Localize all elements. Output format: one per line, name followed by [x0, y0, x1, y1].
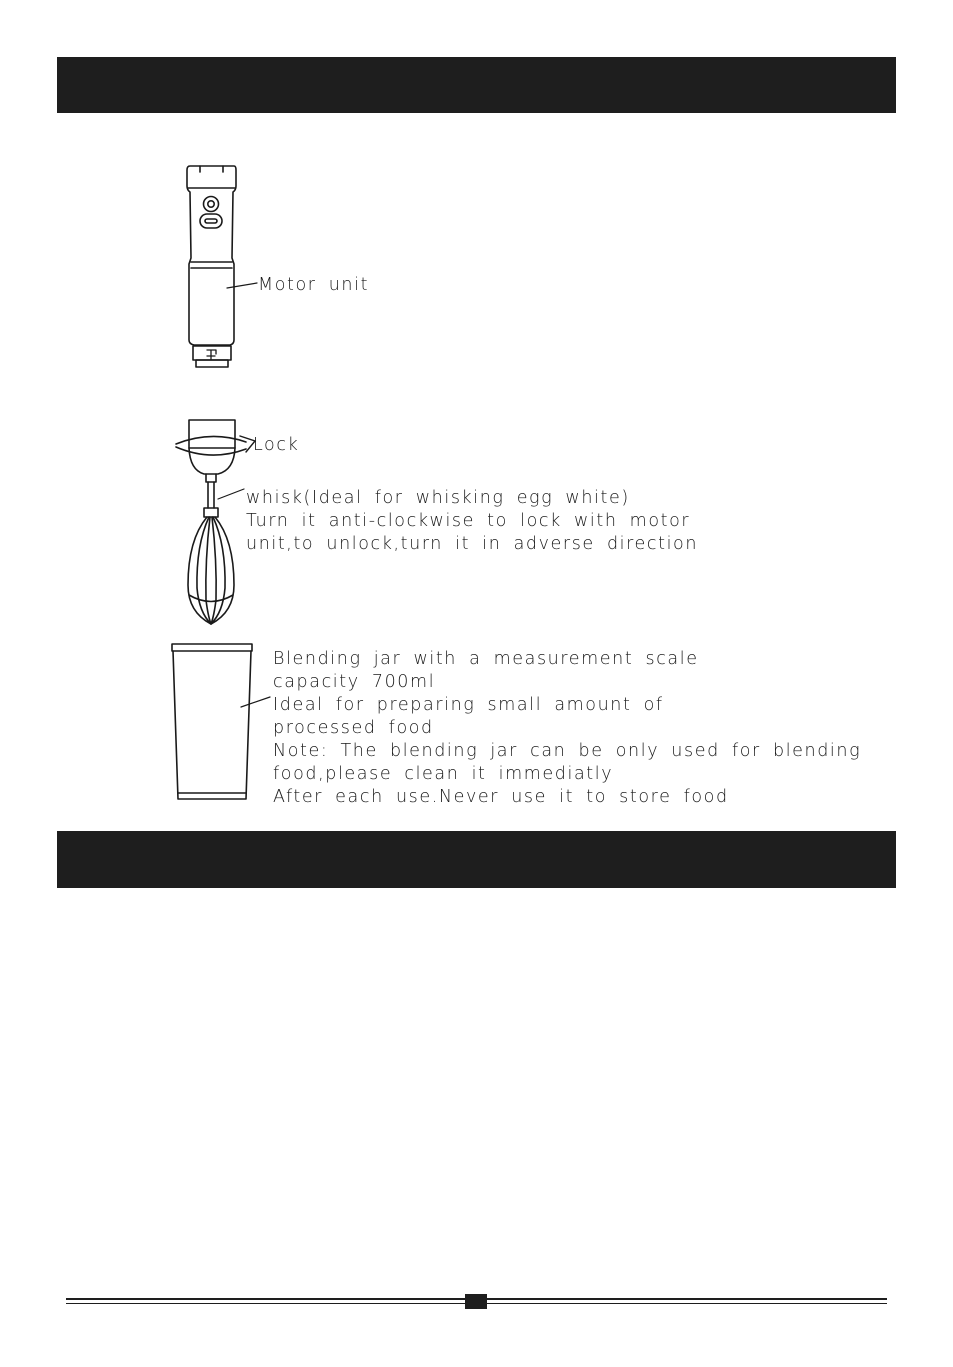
blending-jar-description: [273, 648, 861, 809]
jar-line: food,please clean it immediatly: [273, 764, 614, 784]
turbo-button-icon: [200, 214, 222, 228]
jar-line: Ideal for preparing small amount of: [273, 695, 664, 715]
whisk-description: [246, 487, 698, 556]
blending-jar-illustration: [172, 644, 270, 799]
motor-unit-label: Motor unit: [258, 275, 370, 295]
jar-line: processed food: [273, 718, 434, 738]
jar-line: After each use.Never use it to store food: [273, 787, 729, 807]
page-number-tab: [465, 1294, 487, 1309]
whisk-line: whisk(Ideal for whisking egg white): [246, 488, 630, 508]
jar-line: Blending jar with a measurement scale: [273, 649, 699, 669]
lock-label: Lock: [253, 435, 300, 455]
whisk-line: unit,to unlock,turn it in adverse direction: [246, 534, 699, 554]
jar-line: Note: The blending jar can be only used for blending: [273, 741, 862, 761]
whisk-line: Turn it anti-clockwise to lock with motor: [246, 511, 691, 531]
jar-line: capacity 700ml: [273, 672, 436, 692]
power-button-icon: [204, 197, 219, 212]
whisk-illustration: [176, 420, 255, 624]
motor-unit-illustration: [187, 166, 257, 367]
